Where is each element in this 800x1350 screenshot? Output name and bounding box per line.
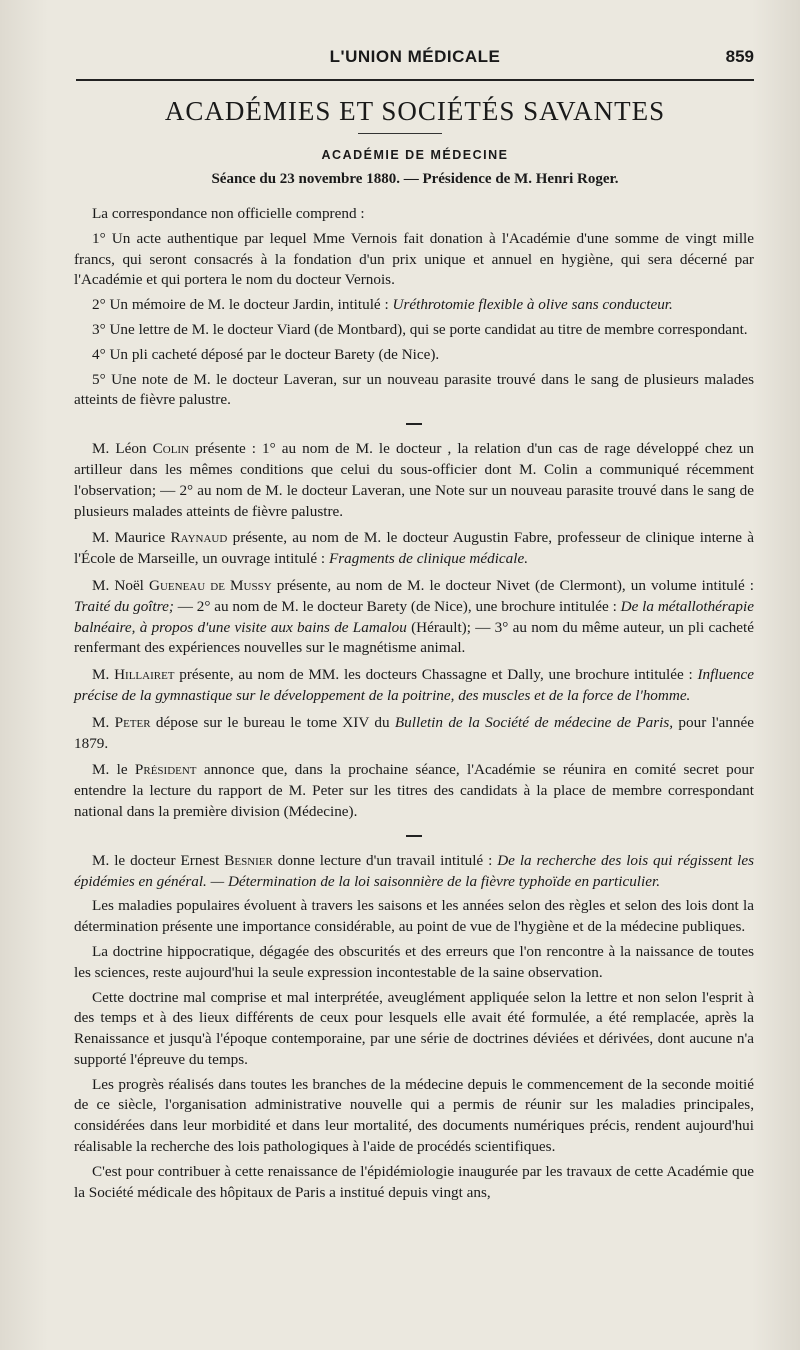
- article-body: [74, 204, 754, 1207]
- member-name: Gueneau de Mussy: [149, 576, 272, 594]
- paragraph-text: présente : 1° au nom de M. le docteur , la relation d'un cas de rage développé chez un artilleur dans les mêmes conditions que celui du sous-officier dont M. Colin a communiqué récemment l'observation; — 2° au nom de M. le docteur Laveran, une Note sur un nouveau parasite trouvé dans le sang de plusieurs malades atteints de fièvre palustre.: [74, 440, 754, 520]
- paragraph: [74, 665, 754, 707]
- paragraph-text: pour l'année 1879.: [74, 713, 754, 752]
- paragraph: [74, 528, 754, 570]
- section-separator: [406, 835, 422, 837]
- paragraph: 5° Une note de M. le docteur Laveran, sur un nouveau parasite trouvé dans le sang de plusieurs malades atteints de fièvre palustre.: [74, 370, 754, 409]
- paragraph-text: M. Maurice: [92, 529, 171, 547]
- paragraph: 4° Un pli cacheté déposé par le docteur Barety (de Nice).: [92, 345, 440, 363]
- paragraph-text: 2° Un mémoire de M. le docteur Jardin, intitulé :: [92, 296, 393, 314]
- session-line: Séance du 23 novembre 1880. — Présidence de M. Henri Roger.: [211, 171, 619, 187]
- member-name: Président: [134, 761, 197, 779]
- paragraph-text: M. le docteur Ernest: [92, 851, 225, 869]
- paragraph-text: donne lecture d'un travail intitulé :: [272, 851, 498, 869]
- section-title: ACADÉMIES ET SOCIÉTÉS SAVANTES: [164, 96, 666, 126]
- paragraph-text: présente, au nom de M. le docteur Nivet (de Clermont), un volume intitulé :: [271, 576, 754, 594]
- work-title: Influence précise de la gymnastique sur le développement de la poitrine, des muscles et de la force de l'homme.: [74, 666, 754, 704]
- journal-title: L'UNION MÉDICALE: [329, 47, 501, 66]
- paragraph: La doctrine hippocratique, dégagée des obscurités et des erreurs que l'on rencontre à la naissance de toutes les sciences, reste aujourd'hui la seule expression incontestable de la saine observation.: [74, 942, 754, 981]
- paragraph: Les progrès réalisés dans toutes les branches de la médecine depuis le commencement de la seconde moitié de ce siècle, l'organisation administrative nouvelle qui a permis de réunir sur les maladies principales, considérées dans leur morbidité et dans leur mortalité, des documents numériques précis, rendent aujourd'hui réalisable la recherche des lois pathologiques à l'aide de procédés scientifiques.: [74, 1075, 754, 1156]
- paragraph: 3° Une lettre de M. le docteur Viard (de Montbard), qui se porte candidat au titre de membre correspondant.: [92, 320, 748, 338]
- paragraph-text: dépose sur le bureau le tome XIV du: [150, 713, 395, 731]
- work-title: Fragments de clinique médicale.: [328, 550, 529, 568]
- paragraph: Les maladies populaires évoluent à travers les saisons et les années selon des règles et selon des lois dont la détermination présente une importance considérable, au point de vue de l'hygiène et de la médecine publiques.: [74, 897, 754, 936]
- paragraph: [74, 760, 754, 822]
- running-head: [76, 47, 754, 73]
- paragraph: [74, 713, 754, 755]
- paragraph: [74, 439, 754, 522]
- paragraph-text: annonce que, dans la prochaine séance, l'Académie se réunira en comité secret pour entendre la lecture du rapport de M. Peter sur les titres des candidats à la place de membre correspondant national dans la première division (Médecine).: [74, 761, 755, 820]
- paragraph: C'est pour contribuer à cette renaissance de l'épidémiologie inaugurée par les travaux de cette Académie que la Société médicale des hôpitaux de Paris a institué depuis vingt ans,: [74, 1162, 754, 1201]
- paragraph-text: M. Léon: [92, 440, 153, 458]
- paragraph-text: présente, au nom de MM. les docteurs Chassagne et Dally, une brochure intitulée :: [174, 666, 698, 684]
- paragraph-text: M. le: [92, 761, 135, 779]
- title-rule: [358, 133, 442, 134]
- paragraph: [74, 851, 754, 893]
- work-title: De la recherche des lois qui régissent les épidémies en général. — Détermination de la loi saisonnière de la fièvre typhoïde en particulier.: [74, 851, 754, 890]
- header-rule: [76, 79, 754, 81]
- paragraph: La correspondance non officielle comprend :: [92, 205, 365, 222]
- paragraph: 1° Un acte authentique par lequel Mme Vernois fait donation à l'Académie d'une somme de vingt mille francs, qui seront consacrés à la fondation d'un prix unique et annuel en hygiène, qui sera décerné par l'Académie et qui portera le nom du docteur Vernois.: [74, 229, 754, 289]
- work-title: Uréthrotomie flexible à olive sans conducteur.: [392, 296, 673, 314]
- member-name: Hillairet: [114, 666, 175, 684]
- paragraph: [74, 295, 754, 316]
- paragraph-text: — 2° au nom de M. le docteur Barety (de Nice), une brochure intitulée :: [173, 597, 621, 615]
- member-name: Besnier: [224, 851, 273, 869]
- member-name: Colin: [152, 440, 190, 458]
- paragraph: Cette doctrine mal comprise et mal interprétée, aveuglément appliquée selon la lettre et non selon l'esprit à des temps et à des lieux différents de ceux pour lesquels elle avait été formulée, a été remplacée, après la Renaissance et jusqu'à l'époque contemporaine, par une série de doctrines déviées et dérivées, dont aucune n'a supporté l'épreuve du temps.: [74, 988, 754, 1068]
- section-separator: [406, 423, 422, 425]
- work-title: De la métallothérapie balnéaire, à propos d'une visite aux bains de Lamalou: [74, 597, 754, 636]
- paragraph-text: M. Noël: [92, 576, 149, 594]
- work-title: Bulletin de la Société de médecine de Paris,: [394, 713, 674, 731]
- paragraph-text: M.: [92, 713, 115, 731]
- work-title: Traité du goître;: [74, 597, 174, 615]
- member-name: Raynaud: [170, 529, 228, 547]
- academy-subhead: ACADÉMIE DE MÉDECINE: [321, 148, 509, 162]
- paragraph-text: (Hérault); — 3° au nom du même auteur, un pli cacheté renfermant des expériences nouvelles sur le magnétisme animal.: [74, 618, 754, 657]
- paragraph-text: M.: [92, 666, 115, 684]
- paragraph: [74, 576, 754, 659]
- member-name: Peter: [114, 713, 151, 731]
- page-number: 859: [725, 47, 754, 66]
- paragraph-text: présente, au nom de M. le docteur Augustin Fabre, professeur de clinique interne à l'École de Marseille, un ouvrage intitulé :: [74, 529, 754, 568]
